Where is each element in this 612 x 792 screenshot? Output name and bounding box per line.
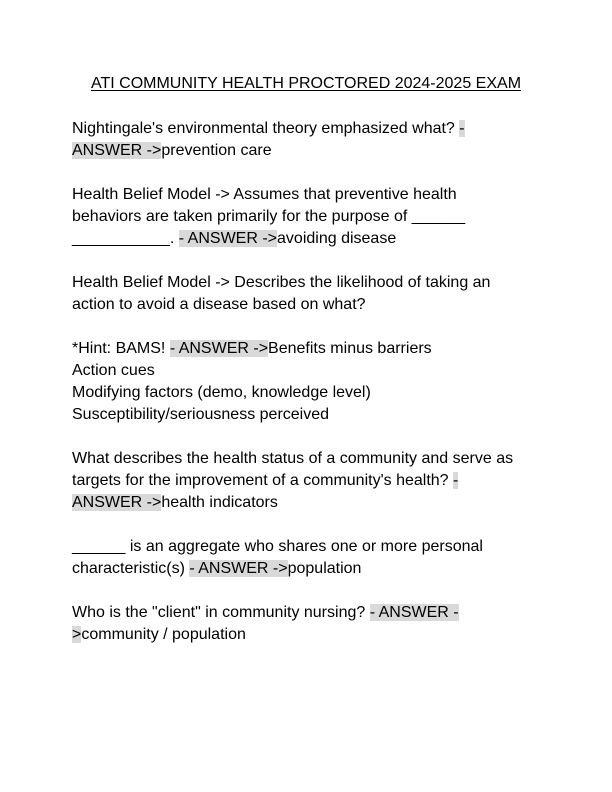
answer-line bbox=[72, 558, 542, 580]
answer-marker: - ANSWER -> bbox=[178, 230, 278, 247]
hint-text: *Hint: BAMS! bbox=[72, 340, 170, 357]
question-line: behaviors are taken primarily for the purpose of ______ bbox=[72, 208, 466, 225]
qa-item-3 bbox=[72, 272, 542, 316]
answer-line: Susceptibility/seriousness perceived bbox=[72, 406, 330, 423]
qa-item-6 bbox=[72, 602, 542, 646]
answer-text: community / population bbox=[81, 626, 246, 643]
answer-line bbox=[72, 140, 542, 162]
answer-marker: - ANSWER -> bbox=[169, 340, 269, 357]
answer-line bbox=[72, 338, 542, 360]
question-line bbox=[72, 118, 542, 140]
qa-item-3-answer bbox=[72, 338, 542, 426]
answer-marker: ANSWER -> bbox=[72, 494, 162, 511]
answer-line: Action cues bbox=[72, 362, 155, 379]
question-line: ______ is an aggregate who shares one or more personal bbox=[72, 538, 483, 555]
question-text: Nightingale's environmental theory emphasized what? bbox=[72, 120, 460, 137]
answer-text: avoiding disease bbox=[277, 230, 397, 247]
answer-line bbox=[72, 492, 542, 514]
question-line bbox=[72, 470, 542, 492]
document-title: ATI COMMUNITY HEALTH PROCTORED 2024-2025 EXAM bbox=[90, 75, 522, 92]
answer-marker: - bbox=[459, 120, 465, 137]
answer-text: prevention care bbox=[161, 142, 272, 159]
answer-line bbox=[72, 228, 542, 250]
qa-item-5 bbox=[72, 536, 542, 580]
answer-marker: - ANSWER - bbox=[369, 604, 459, 621]
answer-marker: - bbox=[453, 472, 459, 489]
question-line bbox=[72, 602, 542, 624]
answer-text: Benefits minus barriers bbox=[268, 340, 432, 357]
qa-item-2 bbox=[72, 184, 542, 250]
answer-line bbox=[72, 624, 542, 646]
question-text: ___________. bbox=[72, 230, 179, 247]
answer-marker: ANSWER -> bbox=[72, 142, 162, 159]
question-line: Health Belief Model -> Describes the likelihood of taking an bbox=[72, 274, 491, 291]
answer-text: population bbox=[287, 560, 362, 577]
qa-item-1 bbox=[72, 118, 542, 162]
qa-item-4 bbox=[72, 448, 542, 514]
answer-marker: > bbox=[72, 626, 82, 643]
answer-text: health indicators bbox=[161, 494, 278, 511]
question-text: targets for the improvement of a community's health? bbox=[72, 472, 454, 489]
question-line: What describes the health status of a community and serve as bbox=[72, 450, 514, 467]
answer-line: Modifying factors (demo, knowledge level) bbox=[72, 384, 371, 401]
question-text: characteristic(s) bbox=[72, 560, 190, 577]
answer-marker: - ANSWER -> bbox=[189, 560, 288, 577]
question-line: action to avoid a disease based on what? bbox=[72, 296, 366, 313]
question-text: Who is the "client" in community nursing? bbox=[72, 604, 370, 621]
question-line: Health Belief Model -> Assumes that preventive health bbox=[72, 186, 457, 203]
